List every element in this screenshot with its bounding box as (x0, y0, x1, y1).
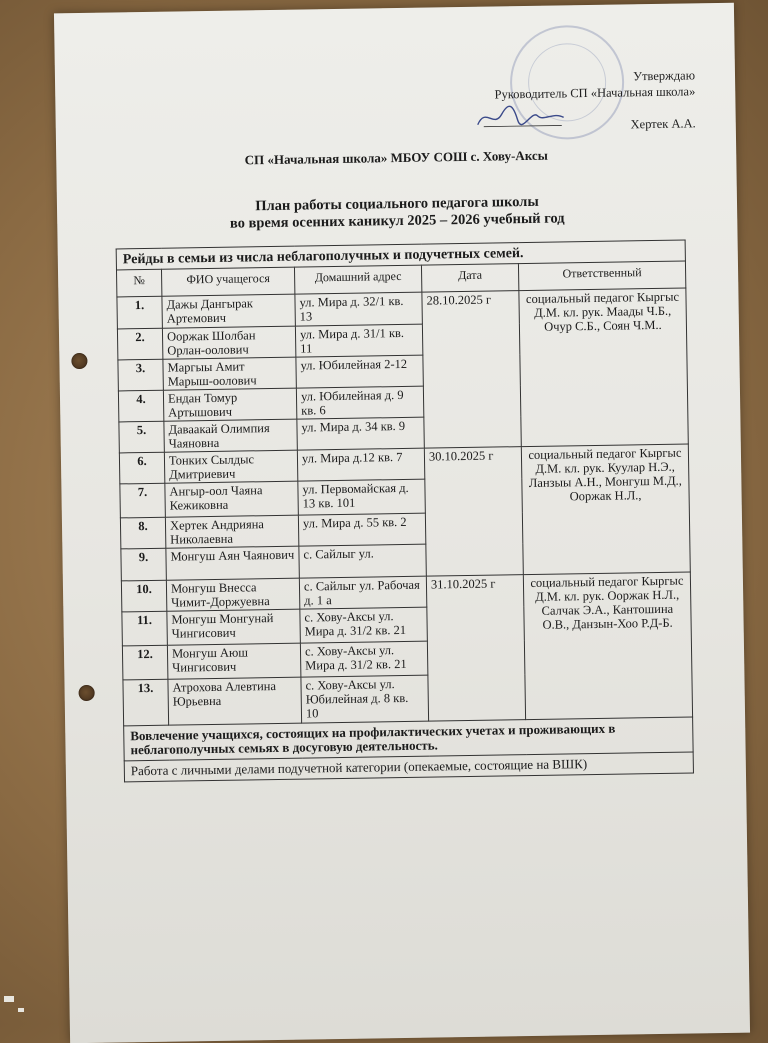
student-name: Ооржак Шолбан Орлан-оолович (162, 326, 295, 359)
home-address: с. Хову-Аксы ул. Мира д. 31/2 кв. 21 (300, 641, 428, 677)
row-number: 12. (122, 645, 168, 680)
document-page (54, 3, 750, 1043)
student-name: Дажы Дангырак Артемович (162, 294, 295, 328)
responsible-persons: социальный педагог Кыргыс Д.М. кл. рук. Маады Ч.Б., Очур С.Б., Соян Ч.М.. (519, 288, 688, 447)
row-number: 3. (118, 359, 163, 391)
title-line-1: План работы социального педагога школы (255, 193, 539, 215)
home-address: с. Хову-Аксы ул. Мира д. 31/2 кв. 21 (300, 607, 428, 643)
student-name: Тонких Сылдыс Дмитриевич (164, 450, 297, 483)
home-address: ул. Мира д. 34 кв. 9 (297, 417, 424, 450)
header-date: Дата (421, 264, 518, 293)
header-responsible: Ответственный (518, 261, 685, 291)
home-address: ул. Мира д. 32/1 кв. 13 (295, 292, 422, 326)
punch-hole (79, 685, 95, 701)
document-title (57, 191, 737, 236)
student-name: Монгуш Аюш Чингисович (167, 643, 301, 679)
home-address: ул. Мира д. 55 кв. 2 (298, 513, 425, 546)
visit-date: 31.10.2025 г (426, 575, 525, 722)
section-title: Рейды в семьи из числа неблагополучных и подучетных семей. (116, 240, 685, 270)
responsible-persons: социальный педагог Кыргыс Д.М. кл. рук. Ооржак Н.Л., Салчак Э.А., Кантошина О.В., Данзын-Хоо Р.Д-Б. (523, 572, 692, 720)
approval-position: Руководитель СП «Начальная школа» (494, 84, 696, 102)
student-name: Ангыр-оол Чаяна Кежиковна (165, 481, 299, 517)
approval-signer: Хертек А.А. (630, 116, 696, 132)
row-number: 13. (123, 679, 169, 726)
student-name: Хертек Андрияна Николаевна (165, 515, 298, 548)
paper-scrap (18, 1008, 24, 1012)
home-address: ул. Мира д.12 кв. 7 (297, 448, 424, 481)
responsible-persons: социальный педагог Кыргыс Д.М. кл. рук. Куулар Н.Э., Ланзыы А.Н., Монгуш М.Д., Ооржак Н.Л., (521, 444, 690, 575)
header-num: № (116, 269, 161, 297)
student-name: Маргыы Амит Марыш-оолович (163, 357, 296, 390)
plan-table (116, 240, 694, 783)
row-number: 2. (117, 328, 162, 360)
home-address: с. Сайлыг ул. (299, 544, 426, 578)
row-number: 6. (119, 452, 164, 484)
header-name: ФИО учащегося (161, 267, 294, 296)
student-name: Монгуш Внесса Чимит-Доржуевна (166, 578, 299, 611)
student-name: Даваакай Олимпия Чаяновна (164, 419, 297, 452)
row-number: 9. (121, 548, 166, 581)
home-address: с. Хову-Аксы ул. Юбилейная д. 8 кв. 10 (301, 675, 429, 723)
row-number: 11. (122, 611, 168, 646)
student-name: Монгуш Монгунай Чингисович (167, 609, 301, 645)
approval-label: Утверждаю (633, 68, 696, 84)
title-line-2: во время осенних каникул 2025 – 2026 учебный год (229, 210, 565, 232)
visit-date: 30.10.2025 г (424, 447, 523, 577)
home-address: ул. Юбилейная 2-12 (296, 355, 423, 388)
student-name: Ендан Томур Артышович (163, 388, 296, 421)
student-name: Атрохова Алевтина Юрьевна (168, 677, 302, 725)
paper-scrap (4, 996, 14, 1002)
student-name: Монгуш Аян Чаянович (166, 546, 299, 580)
home-address: с. Сайлыг ул. Рабочая д. 1 а (299, 576, 426, 609)
footer-personal-files: Работа с личными делами подучетной категории (опекаемые, состоящие на ВШК) (124, 752, 693, 782)
row-number: 8. (120, 517, 165, 549)
row-number: 4. (118, 390, 163, 422)
row-number: 7. (120, 483, 166, 518)
row-number: 5. (119, 421, 164, 453)
row-number: 10. (121, 580, 166, 612)
visit-date: 28.10.2025 г (422, 291, 521, 449)
school-name: СП «Начальная школа» МБОУ СОШ с. Хову-Аксы (244, 147, 548, 168)
home-address: ул. Мира д. 31/1 кв. 11 (295, 324, 422, 357)
row-number: 1. (117, 296, 162, 329)
home-address: ул. Юбилейная д. 9 кв. 6 (296, 386, 423, 419)
header-address: Домашний адрес (294, 265, 421, 294)
home-address: ул. Первомайская д. 13 кв. 101 (298, 479, 426, 515)
approval-block (494, 67, 696, 134)
footer-involvement: Вовлечение учащихся, состоящих на профилактических учетах и проживающих в неблагополучных семьях в досуговую деятельность. (124, 717, 693, 761)
punch-hole (71, 353, 87, 369)
